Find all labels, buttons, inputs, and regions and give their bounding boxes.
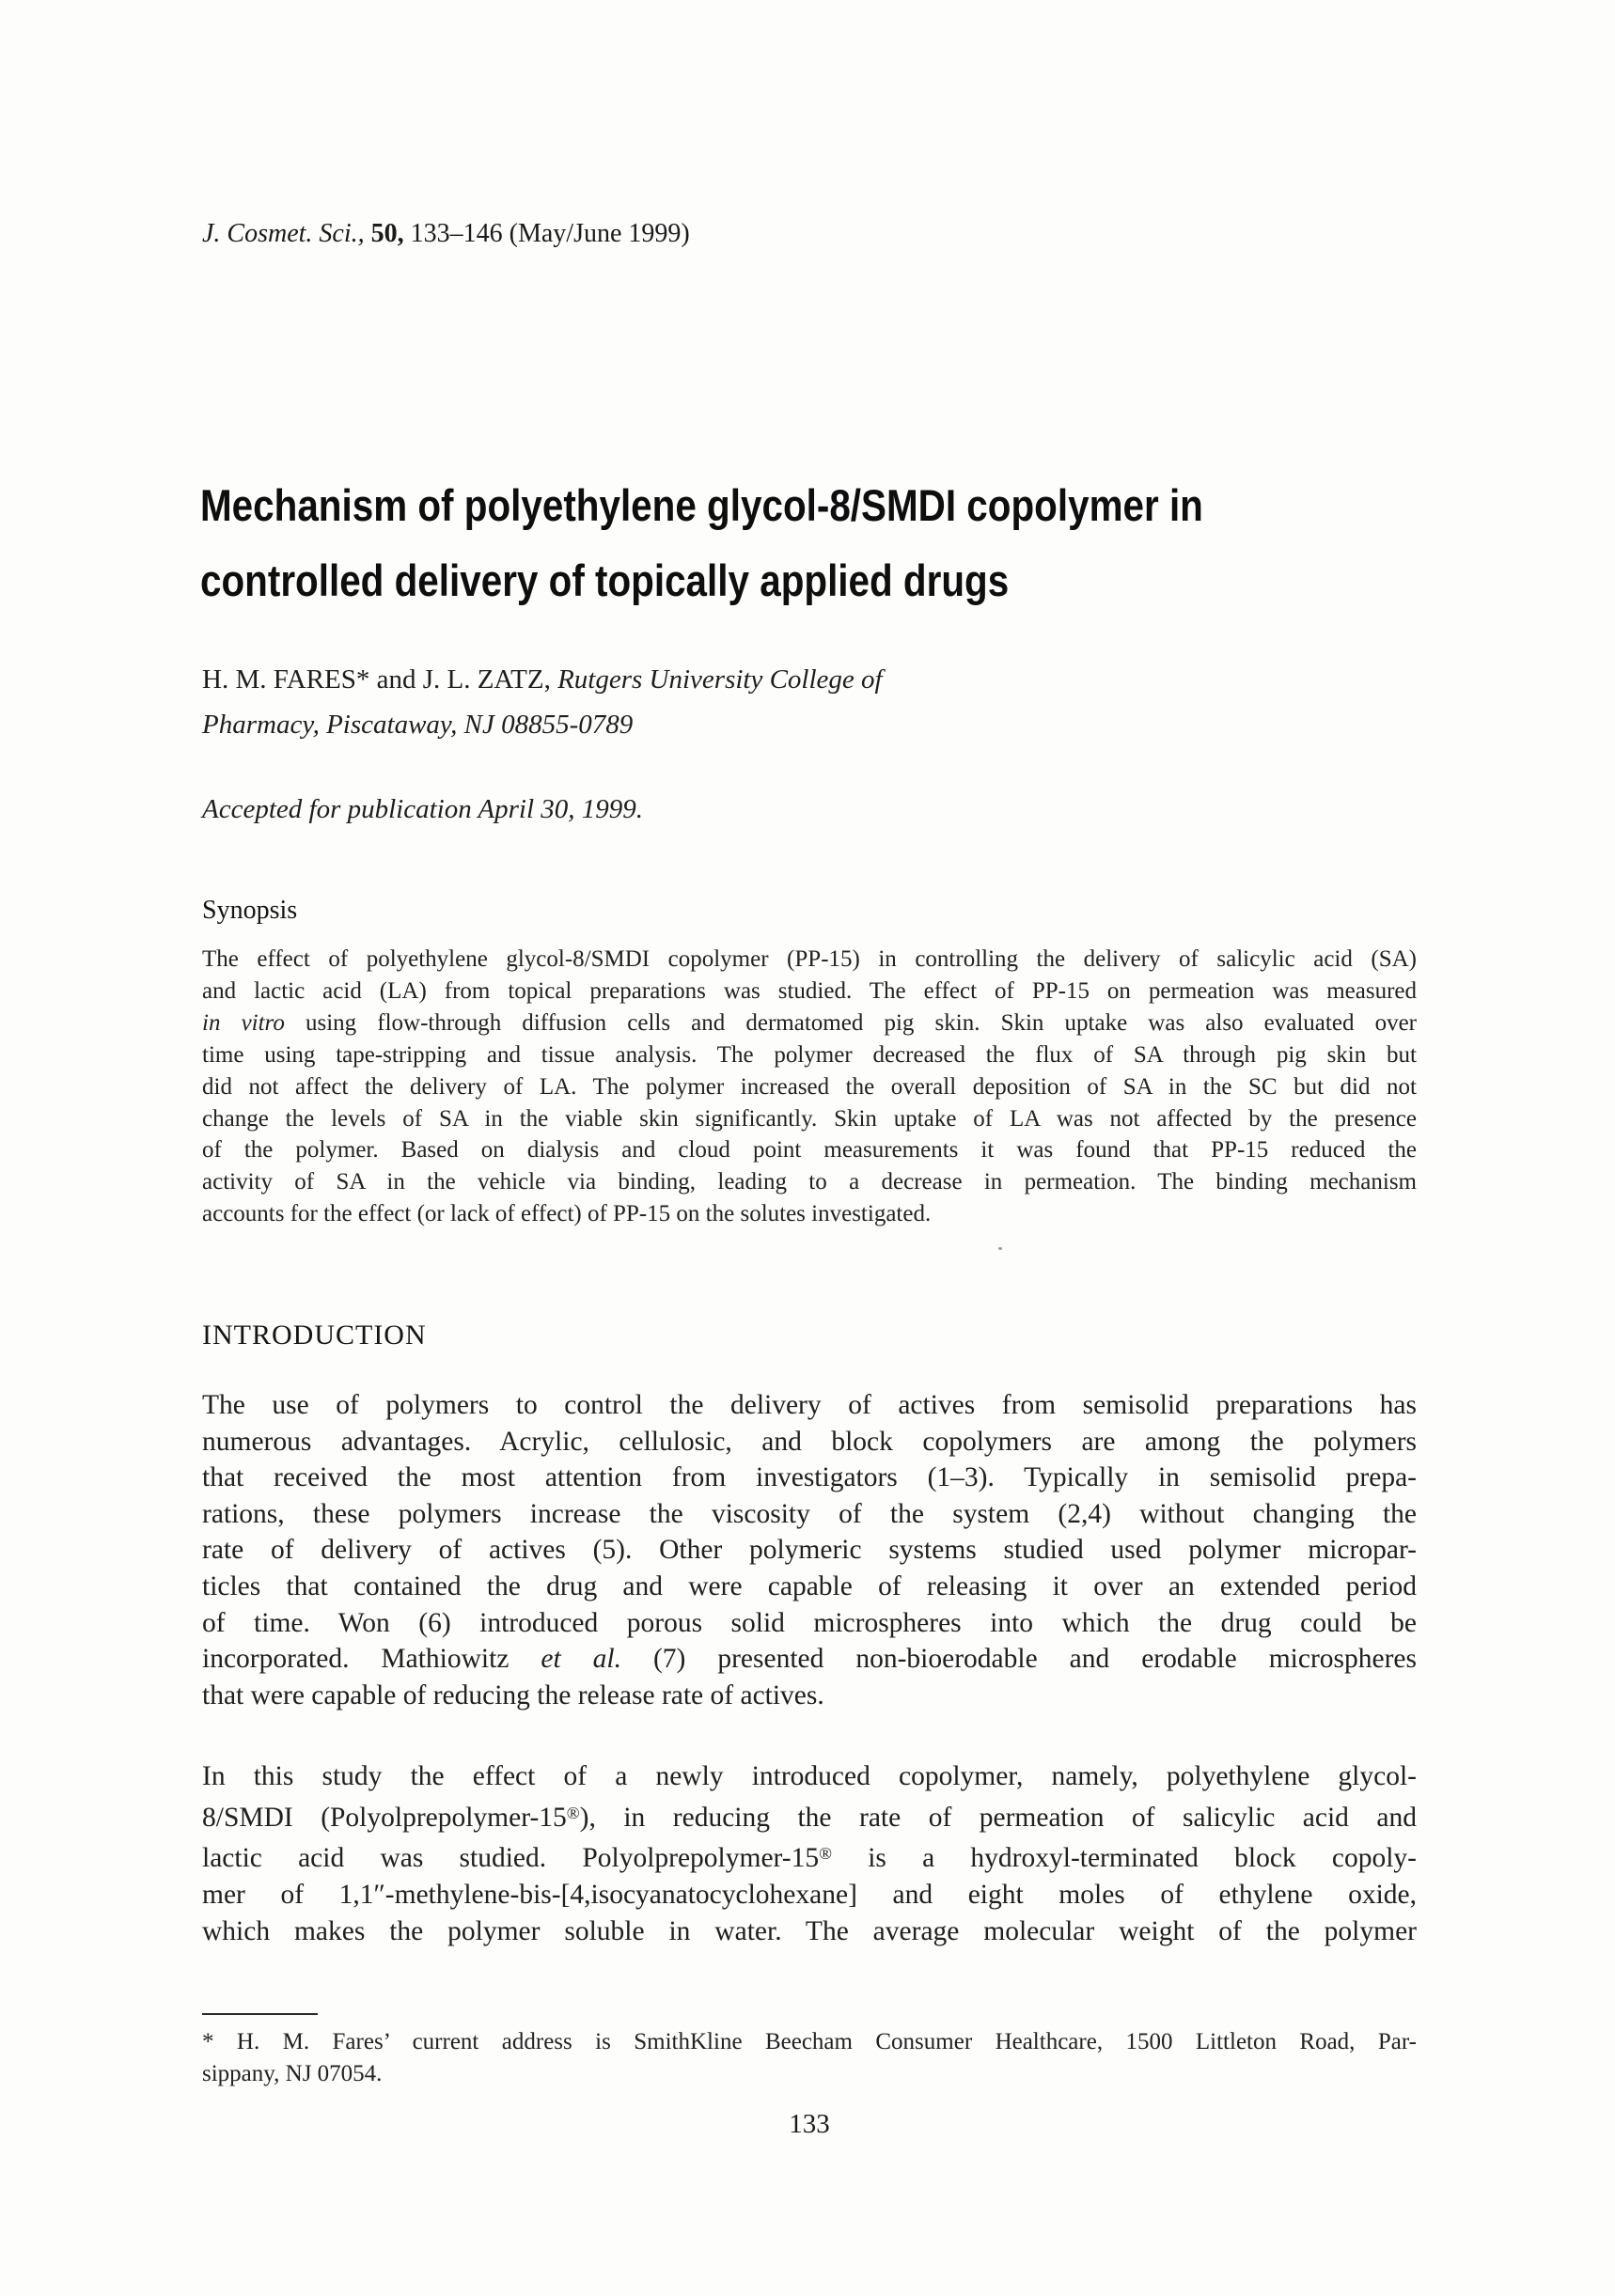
text-line: In this study the effect of a newly introduced copolymer, namely, polyethylene glycol-: [202, 1761, 1417, 1791]
footnote-divider: [202, 2013, 318, 2015]
text-line: that were capable of reducing the release rate of actives.: [202, 1679, 824, 1710]
journal-volume: 50,: [370, 219, 411, 248]
text-line: did not affect the delivery of LA. The polymer increased the overall deposition of SA in the SC but did not: [202, 1073, 1417, 1100]
introduction-paragraph-1: [202, 1387, 1417, 1713]
introduction-heading: INTRODUCTION: [202, 1320, 427, 1351]
text-line: rate of delivery of actives (5). Other polymeric systems studied used polymer micropar-: [202, 1535, 1417, 1566]
text-line: The effect of polyethylene glycol-8/SMDI copolymer (PP-15) in controlling the delivery of salicylic acid (SA): [202, 946, 1417, 972]
author-byline: [202, 657, 883, 747]
text-line: * H. M. Fares’ current address is SmithKline Beecham Consumer Healthcare, 1500 Littleton Road, Par-: [202, 2029, 1417, 2054]
article-title: [200, 468, 1203, 618]
article-title-line1: Mechanism of polyethylene glycol-8/SMDI copolymer in: [200, 480, 1203, 530]
author-names: H. M. FARES* and J. L. ZATZ,: [202, 664, 558, 695]
text-line: activity of SA in the vehicle via binding, leading to a decrease in permeation. The binding mechanism: [202, 1169, 1417, 1195]
text-line: mer of 1,1″-methylene-bis-[4,isocyanatocyclohexane] and eight moles of ethylene oxide,: [202, 1880, 1417, 1911]
text-line: of the polymer. Based on dialysis and cloud point measurements it was found that PP-15 reduced the: [202, 1137, 1417, 1164]
text-line: in vitro using flow-through diffusion cells and dermatomed pig skin. Skin uptake was also evaluated over: [202, 1009, 1417, 1036]
text-line: which makes the polymer soluble in water. The average molecular weight of the polymer: [202, 1915, 1417, 1946]
synopsis-paragraph: [202, 944, 1417, 1230]
text-line: and lactic acid (LA) from topical preparations was studied. The effect of PP-15 on permeation was measured: [202, 977, 1417, 1004]
journal-name: J. Cosmet. Sci.,: [202, 219, 371, 248]
page-number: 133: [789, 2109, 830, 2139]
text-line: that received the most attention from investigators (1–3). Typically in semisolid prepa-: [202, 1462, 1417, 1493]
accepted-date-line: Accepted for publication April 30, 1999.: [202, 794, 644, 824]
text-line: accounts for the effect (or lack of effect) of PP-15 on the solutes investigated.: [202, 1201, 932, 1227]
byline-line2: [202, 702, 883, 747]
byline-line1: [202, 657, 883, 702]
text-line: of time. Won (6) introduced porous solid microspheres into which the drug could be: [202, 1607, 1417, 1638]
affiliation-part2: Pharmacy, Piscataway, NJ 08855-0789: [202, 710, 634, 740]
text-line: numerous advantages. Acrylic, cellulosic, and block copolymers are among the polymers: [202, 1426, 1417, 1457]
introduction-paragraph-2: [202, 1758, 1417, 1949]
footnote-text: [202, 2026, 1417, 2090]
scan-artifact-speck: [998, 1247, 1002, 1250]
text-line: The use of polymers to control the delivery of actives from semisolid preparations has: [202, 1390, 1417, 1420]
text-line: time using tape-stripping and tissue analysis. The polymer decreased the flux of SA through pig skin but: [202, 1041, 1417, 1068]
synopsis-heading: Synopsis: [202, 896, 298, 925]
affiliation-part1: Rutgers University College of: [557, 664, 883, 695]
text-line: sippany, NJ 07054.: [202, 2061, 383, 2086]
text-line: change the levels of SA in the viable skin significantly. Skin uptake of LA was not affected by the presence: [202, 1105, 1417, 1132]
text-line: lactic acid was studied. Polyolprepolymer-15® is a hydroxyl-terminated block copoly-: [202, 1843, 1417, 1874]
article-title-line2: controlled delivery of topically applied drugs: [200, 555, 1010, 605]
text-line: 8/SMDI (Polyolprepolymer-15®), in reducing the rate of permeation of salicylic acid and: [202, 1802, 1417, 1833]
text-line: ticles that contained the drug and were capable of releasing it over an extended period: [202, 1570, 1417, 1601]
text-line: rations, these polymers increase the viscosity of the system (2,4) without changing the: [202, 1498, 1417, 1529]
journal-citation: [202, 219, 690, 249]
text-line: incorporated. Mathiowitz et al. (7) presented non-bioerodable and erodable microspheres: [202, 1644, 1417, 1675]
journal-pages-date: 133–146 (May/June 1999): [410, 219, 690, 248]
